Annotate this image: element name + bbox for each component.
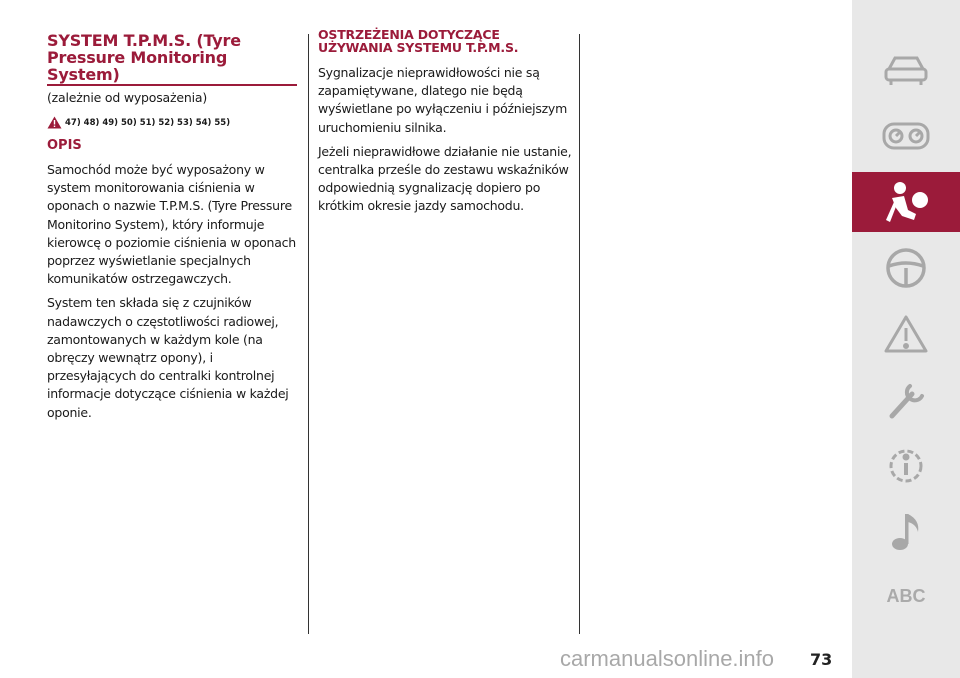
sidebar-item-index[interactable]: ABC [886,586,926,606]
sidebar-item-car[interactable] [852,40,960,100]
sidebar-item-emergency[interactable] [852,304,960,364]
chapter-sidebar [852,0,960,678]
column-divider [579,34,580,634]
warning-references [47,116,297,129]
warning-triangle-icon [883,314,929,354]
left-column [47,32,297,422]
watermark: carmanualsonline.info [560,646,775,671]
sidebar-item-dashboard[interactable] [852,106,960,166]
steering-wheel-icon [884,246,928,290]
right-column [318,28,573,216]
column-divider [308,34,309,634]
subtitle: (zależnie od wyposażenia) [47,90,207,105]
paragraph: Samochód może być wyposażony w system monitorowania ciśnienia w oponach o nazwie T.P.M.S. (Tyre Pressure Monitorino System), który informuje kierowcę o poziomie ciśnienia w oponach poprzez wyświetlanie specjalnych komunikatów ostrzegawczych. [47,162,296,287]
info-gear-icon [884,444,928,488]
sidebar-item-maintenance[interactable] [852,370,960,430]
wrench-icon [884,378,928,422]
warning-refs-text: 47) 48) 49) 50) 51) 52) 53) 54) 55) [65,117,231,128]
page-number: 73 [810,650,833,669]
sidebar-item-technical-data[interactable] [852,436,960,496]
section-title: SYSTEM T.P.M.S. (Tyre Pressure Monitoring System) [47,31,241,84]
warning-triangle-icon [47,116,62,129]
sidebar-item-safety[interactable] [852,172,960,232]
music-note-icon [886,510,926,554]
car-icon [883,53,929,87]
opis-heading: OPIS [47,138,82,153]
paragraph: System ten składa się z czujników nadawczych o częstotliwości radiowej, zamontowanych w każdym kole (na obręczy wewnątrz opony), i przesyłających do centralki kontrolnej informacje dotyczące ciśnienia w każdej oponie. [47,295,289,420]
paragraph: Jeżeli nieprawidłowe działanie nie ustanie, centralka prześle do zestawu wskaźników odpowiednią sygnalizację dopiero po krótkim okresie jazdy samochodu. [318,143,572,214]
title-underline [47,84,297,86]
sidebar-item-multimedia[interactable] [852,502,960,562]
warnings-heading: OSTRZEŻENIA DOTYCZĄCE UŻYWANIA SYSTEMU T.P.M.S. [318,27,519,55]
paragraph: Sygnalizacje nieprawidłowości nie są zapamiętywane, dlatego nie będą wyświetlane po wyłączeniu i późniejszym uruchomieniu silnika. [318,65,567,135]
dashboard-gauges-icon [882,121,930,151]
sidebar-item-steering[interactable] [852,238,960,298]
seat-airbag-icon [882,180,930,224]
